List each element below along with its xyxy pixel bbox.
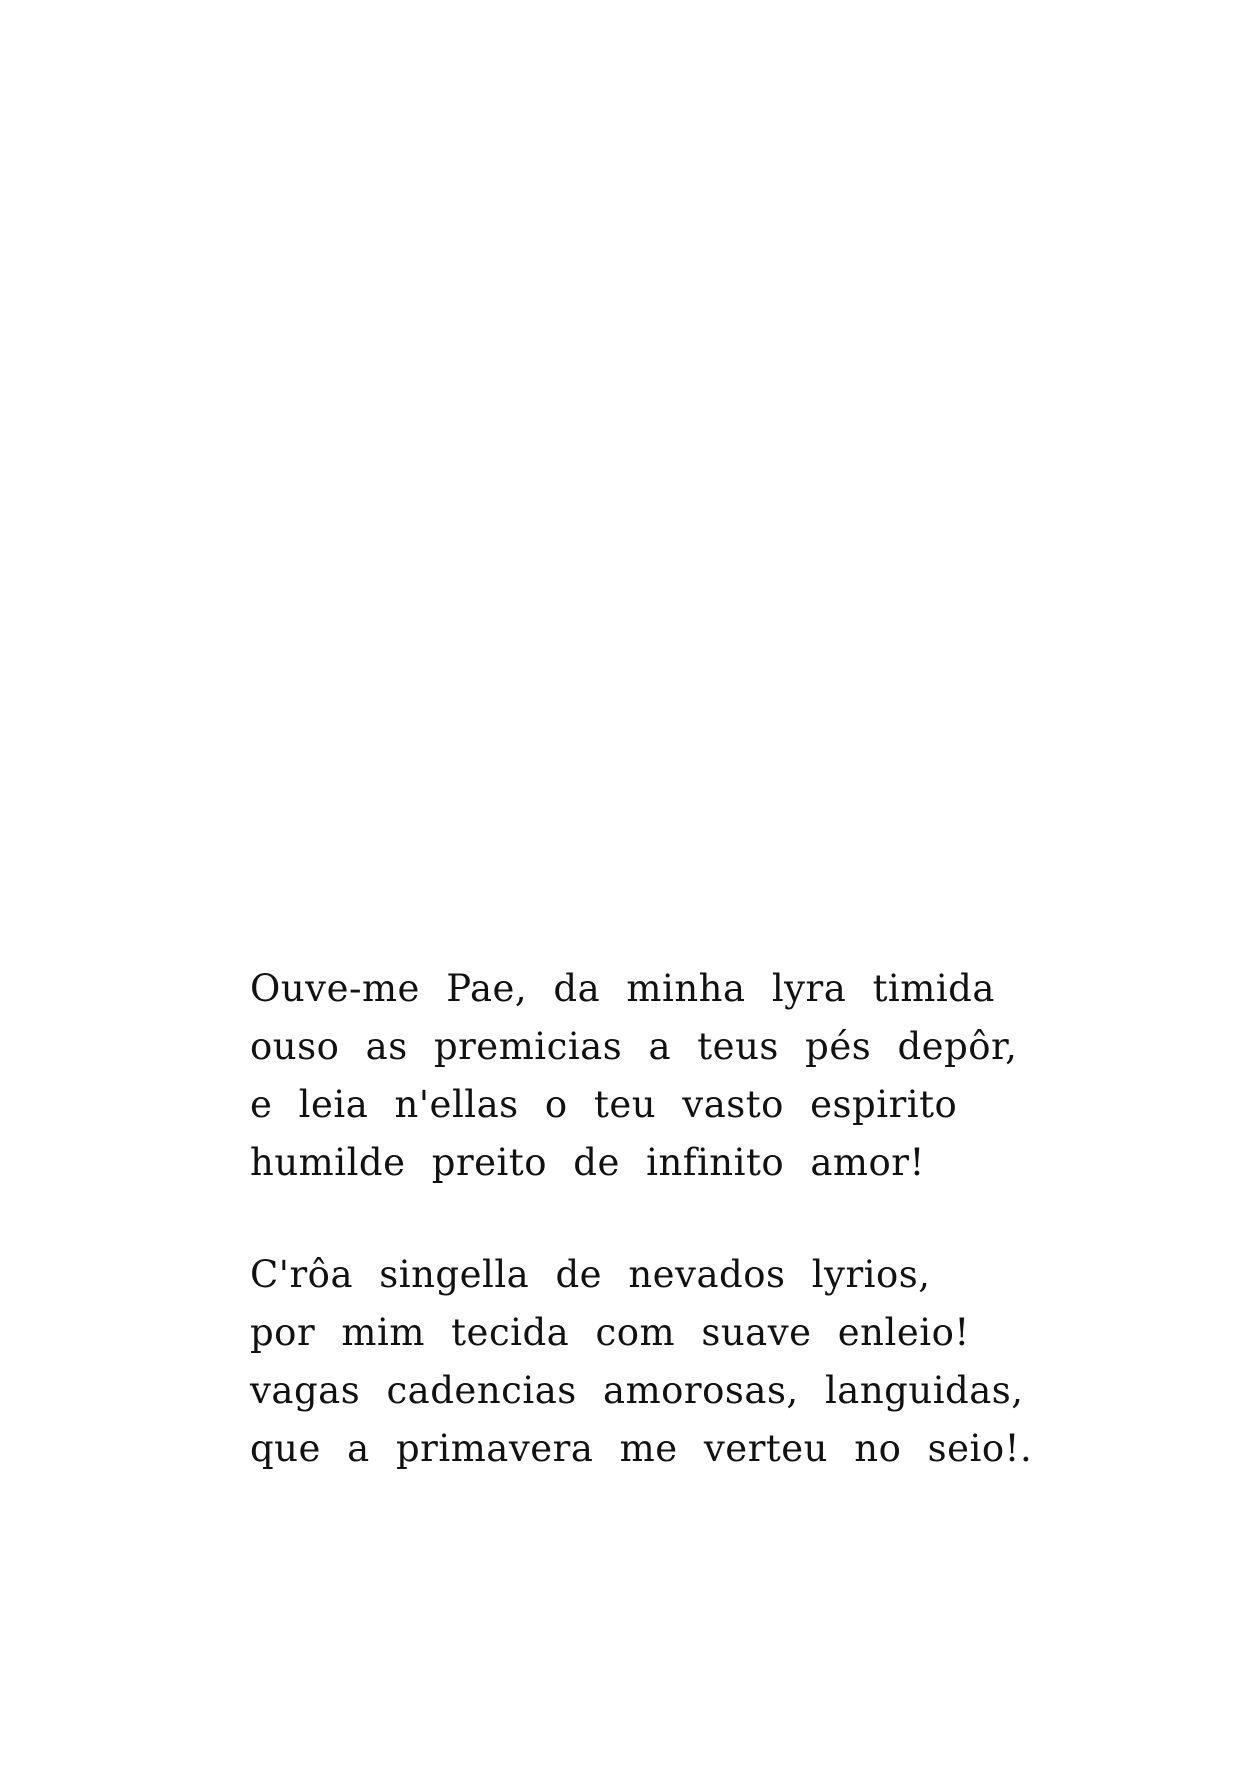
poem-line: ouso as premicias a teus pés depôr,: [250, 1025, 1018, 1068]
poem-line: humilde preito de infinito amor!: [250, 1141, 925, 1184]
stanza-1: [250, 960, 1070, 1192]
poem-line: C'rôa singella de nevados lyrios,: [250, 1253, 931, 1296]
poem-line: por mim tecida com suave enleio!: [250, 1311, 970, 1354]
stanza-2: [250, 1246, 1070, 1478]
poem: [250, 960, 1070, 1478]
poem-line: e leia n'ellas o teu vasto espirito: [250, 1083, 958, 1126]
poem-line: Ouve-me Pae, da minha lyra timida: [250, 967, 995, 1010]
poem-line: vagas cadencias amorosas, languidas,: [250, 1369, 1024, 1412]
poem-line: que a primavera me verteu no seio!.: [250, 1427, 1033, 1470]
